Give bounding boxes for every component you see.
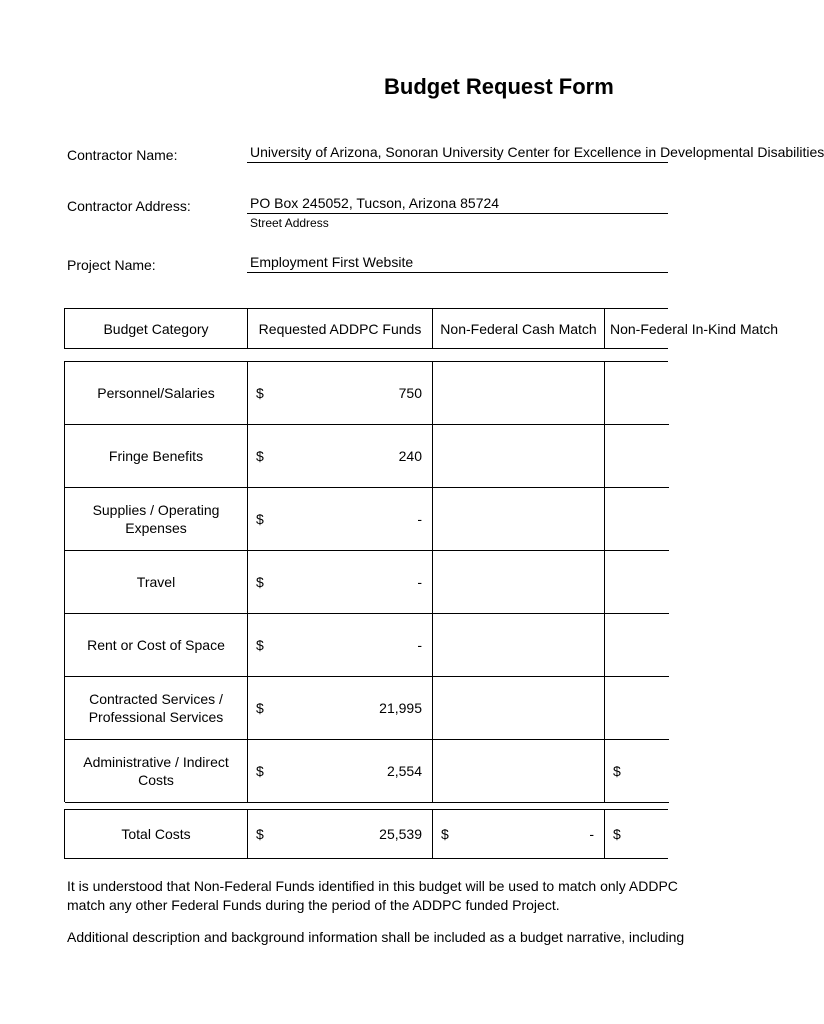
total-cash-match-value: - xyxy=(589,826,594,842)
table-row xyxy=(65,425,669,488)
inkind-match-cell[interactable] xyxy=(605,425,705,487)
total-requested-cell xyxy=(248,810,433,858)
cash-match-cell[interactable] xyxy=(433,425,605,487)
requested-cell[interactable] xyxy=(248,488,433,550)
category-cell: Supplies / Operating Expenses xyxy=(65,488,248,550)
header-requested-funds-label: Requested ADDPC Funds xyxy=(258,320,422,337)
requested-value: 750 xyxy=(398,385,422,401)
table-row xyxy=(65,488,669,551)
total-cash-match-cell xyxy=(433,810,605,858)
dollar-sign: $ xyxy=(256,511,264,527)
requested-cell[interactable] xyxy=(248,677,433,739)
table-row xyxy=(65,362,669,425)
dollar-sign: $ xyxy=(256,574,264,590)
inkind-match-cell[interactable] xyxy=(605,677,705,739)
cash-match-cell[interactable] xyxy=(433,614,605,676)
dollar-sign: $ xyxy=(256,637,264,653)
header-budget-category-label: Budget Category xyxy=(103,320,209,337)
contractor-address-label: Contractor Address: xyxy=(67,198,191,214)
contractor-name-label: Contractor Name: xyxy=(67,147,178,163)
cash-match-cell[interactable] xyxy=(433,740,605,802)
category-cell: Rent or Cost of Space xyxy=(65,614,248,676)
requested-value: - xyxy=(417,511,422,527)
cash-match-cell[interactable] xyxy=(433,362,605,424)
requested-value: - xyxy=(417,637,422,653)
table-row xyxy=(65,551,669,614)
category-cell: Fringe Benefits xyxy=(65,425,248,487)
note-paragraph-line-2: match any other Federal Funds during the period of the ADDPC funded Project. xyxy=(67,897,560,913)
total-inkind-match-cell xyxy=(605,810,705,858)
header-inkind-match xyxy=(605,309,779,348)
project-name-field[interactable]: Employment First Website xyxy=(247,254,668,273)
dollar-sign: $ xyxy=(256,826,264,842)
header-cash-match xyxy=(433,309,605,348)
inkind-match-cell[interactable] xyxy=(605,362,705,424)
contractor-name-field[interactable]: University of Arizona, Sonoran University Center for Excellence in Developmental Disabilities xyxy=(247,144,668,163)
category-cell: Contracted Services / Professional Services xyxy=(65,677,248,739)
cash-match-cell[interactable] xyxy=(433,488,605,550)
cash-match-cell[interactable] xyxy=(433,677,605,739)
requested-cell[interactable] xyxy=(248,425,433,487)
note-paragraph-line-1: It is understood that Non-Federal Funds identified in this budget will be used to match only ADDPC xyxy=(67,878,678,894)
cash-match-cell[interactable] xyxy=(433,551,605,613)
contractor-address-field[interactable]: PO Box 245052, Tucson, Arizona 85724 xyxy=(247,195,668,214)
header-requested-funds xyxy=(248,309,433,348)
header-budget-category xyxy=(65,309,248,348)
category-cell: Personnel/Salaries xyxy=(65,362,248,424)
header-cash-match-label: Non-Federal Cash Match xyxy=(440,320,597,337)
dollar-sign: $ xyxy=(613,826,621,842)
budget-total-table xyxy=(64,809,668,859)
budget-table-body xyxy=(64,361,668,802)
inkind-match-cell[interactable] xyxy=(605,551,705,613)
requested-cell[interactable] xyxy=(248,551,433,613)
table-row xyxy=(65,740,669,803)
header-inkind-match-label: Non-Federal In-Kind Match xyxy=(610,320,779,337)
total-requested-value: 25,539 xyxy=(379,826,422,842)
dollar-sign: $ xyxy=(256,385,264,401)
inkind-match-cell[interactable] xyxy=(605,614,705,676)
note-paragraph-2: Additional description and background information shall be included as a budget narrative, including xyxy=(67,929,685,945)
page-title: Budget Request Form xyxy=(384,74,614,99)
table-row xyxy=(65,677,669,740)
project-name-label: Project Name: xyxy=(67,257,156,273)
dollar-sign: $ xyxy=(256,700,264,716)
dollar-sign: $ xyxy=(613,763,621,779)
requested-value: - xyxy=(417,574,422,590)
total-costs-label: Total Costs xyxy=(65,810,248,858)
category-cell: Administrative / Indirect Costs xyxy=(65,740,248,802)
dollar-sign: $ xyxy=(256,763,264,779)
street-address-sublabel: Street Address xyxy=(250,216,329,230)
requested-value: 21,995 xyxy=(379,700,422,716)
category-cell: Travel xyxy=(65,551,248,613)
dollar-sign: $ xyxy=(256,448,264,464)
dollar-sign: $ xyxy=(441,826,449,842)
requested-cell[interactable] xyxy=(248,362,433,424)
inkind-match-cell[interactable] xyxy=(605,488,705,550)
requested-value: 2,554 xyxy=(386,763,422,779)
requested-cell[interactable] xyxy=(248,614,433,676)
budget-table-header xyxy=(64,308,779,349)
requested-value: 240 xyxy=(398,448,422,464)
requested-cell[interactable] xyxy=(248,740,433,802)
inkind-match-cell[interactable] xyxy=(605,740,705,802)
table-row xyxy=(65,614,669,677)
